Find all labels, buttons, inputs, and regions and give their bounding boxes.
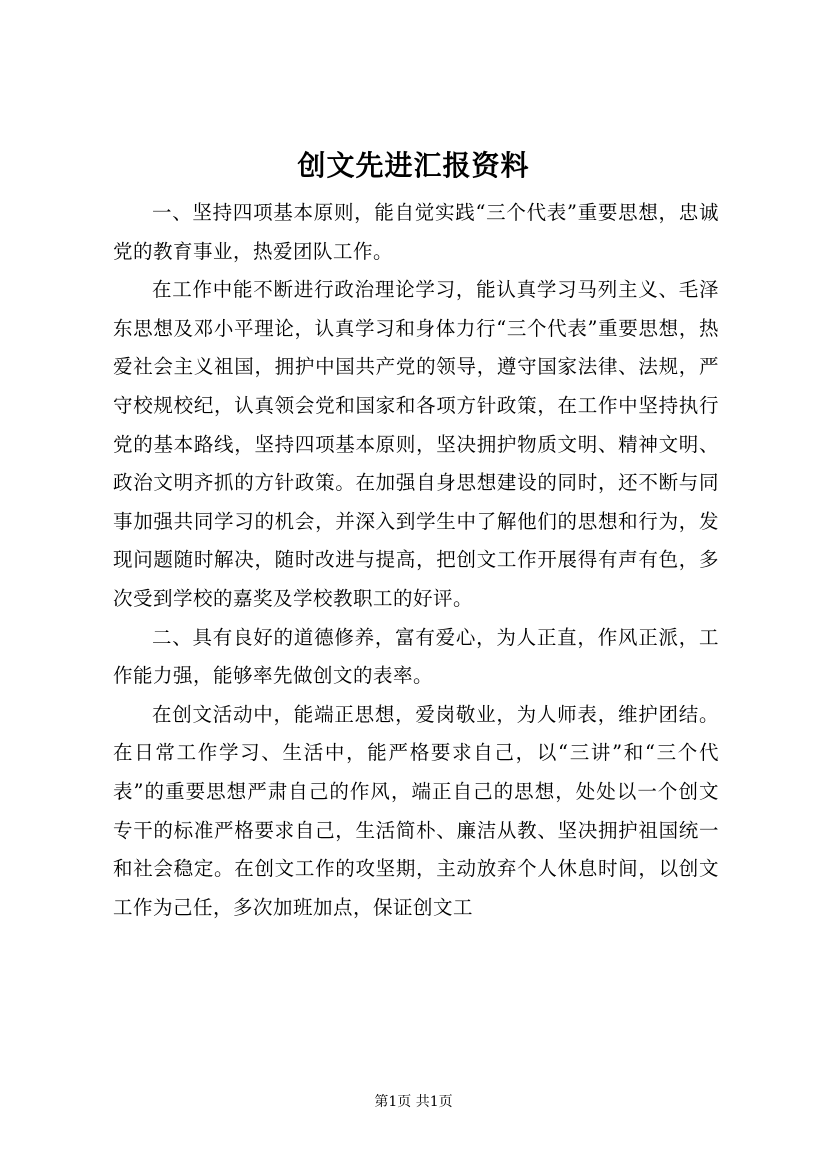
page-number-footer: 第1页 共1页 <box>374 1094 453 1110</box>
paragraph-2: 在工作中能不断进行政治理论学习，能认真学习马列主义、毛泽东思想及邓小平理论，认真学习和身体力行“三个代表”重要思想，热爱社会主义祖国，拥护中国共产党的领导，遵守国家法律、法规，严守校规校纪，认真领会党和国家和各项方针政策，在工作中坚持执行党的基本路线，坚持四项基本原则，坚决拥护物质文明、精神文明、政治文明齐抓的方针政策。在加强自身思想建设的同时，还不断与同事加强共同学习的机会，并深入到学生中了解他们的思想和行为，发现问题随时解决，随时改进与提高，把创文工作开展得有声有色，多次受到学校的嘉奖及学校教职工的好评。 <box>113 278 719 610</box>
paragraph-1: 一、坚持四项基本原则，能自觉实践“三个代表”重要思想，忠诚党的教育事业，热爱团队工作。 <box>113 201 719 263</box>
document-title: 创文先进汇报资料 <box>297 149 530 182</box>
document-body <box>113 194 719 927</box>
paragraph-3: 二、具有良好的道德修养，富有爱心，为人正直，作风正派，工作能力强，能够率先做创文的表率。 <box>113 625 719 688</box>
paragraph-4: 在创文活动中，能端正思想，爱岗敬业，为人师表，维护团结。在日常工作学习、生活中，能严格要求自己，以“三讲”和“三个代表”的重要思想严肃自己的作风，端正自己的思想，处处以一个创文专干的标准严格要求自己，生活简朴、廉洁从教、坚决拥护祖国统一和社会稳定。在创文工作的攻坚期，主动放弃个人休息时间，以创文工作为己任，多次加班加点，保证创文工 <box>113 702 719 919</box>
